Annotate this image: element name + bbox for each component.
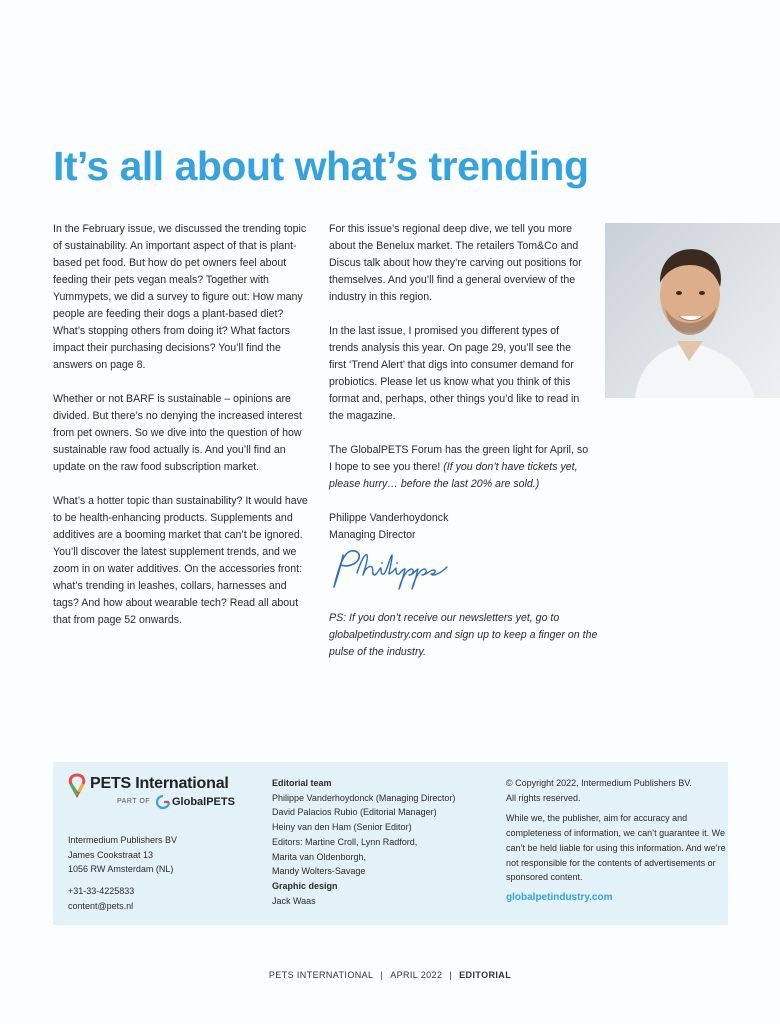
team-line: Heiny van den Ham (Senior Editor) bbox=[272, 822, 412, 833]
author-name: Philippe Vanderhoydonck bbox=[329, 512, 449, 524]
issue-date: APRIL 2022 bbox=[390, 970, 443, 980]
postscript: PS: If you don’t receive our newsletters yet, go to globalpetindustry.com and sign up to keep a finger on the pulse of the industry. bbox=[329, 612, 598, 658]
section-name: EDITORIAL bbox=[459, 970, 512, 980]
paragraph bbox=[329, 442, 591, 493]
paragraph: In the February issue, we discussed the trending topic of sustainability. An important aspect of that is plant-based pet food. But how do pet owners feel about feeding their pets vegan meals? Together with Yummypets, we did a survey to figure out: How many people are feeding their dogs a plant-based diet? What’s stopping others from doing it? What factors impact their purchasing decisions? You’ll find the answers on page 8. bbox=[53, 223, 307, 371]
magazine-name: PETS INTERNATIONAL bbox=[268, 970, 374, 980]
paragraph: For this issue’s regional deep dive, we tell you more about the Benelux market. The retailers Tom&Co and Discus talk about how they’re carving out positions for themselves. And you’ll find a general overview of the industry in this region. bbox=[329, 223, 582, 303]
paragraph-text: The GlobalPETS Forum has the green light for April, so I hope to see you there! bbox=[329, 444, 589, 473]
paragraph: Whether or not BARF is sustainable – opinions are divided. But there’s no denying the increased interest from pet owners. So we dive into the question of how sustainable raw food actually is. And you’ll find an update on the raw food subscription market. bbox=[53, 393, 302, 473]
designer-name: Jack Waas bbox=[272, 895, 316, 906]
editorial-column-left bbox=[53, 221, 315, 646]
portrait-photo bbox=[605, 223, 780, 398]
address-line: Intermedium Publishers BV bbox=[68, 835, 178, 845]
team-line: David Palacios Rubio (Editorial Manager) bbox=[272, 807, 437, 818]
graphic-design-heading: Graphic design bbox=[272, 880, 338, 891]
page-title: It’s all about what’s trending bbox=[53, 143, 589, 189]
page-footer bbox=[0, 970, 780, 980]
globalpets-logo: GlobalPETS bbox=[172, 796, 235, 808]
copyright-line: © Copyright 2022, Intermedium Publishers BV. bbox=[506, 778, 692, 788]
copyright-info bbox=[506, 776, 726, 906]
portrait-image bbox=[605, 223, 780, 398]
part-of-label: PART OF bbox=[117, 798, 151, 805]
editorial-team-heading: Editorial team bbox=[272, 778, 332, 788]
disclaimer: While we, the publisher, aim for accuracy and completeness of information, we can’t guarantee it. We can’t be held liable for using this information. And we’re not responsible for the contents of advertisements or sponsored content. bbox=[506, 813, 726, 883]
editorial-column-right bbox=[329, 221, 591, 544]
separator: | bbox=[449, 970, 453, 980]
pets-logo-icon bbox=[67, 773, 87, 799]
publisher-info bbox=[68, 833, 258, 914]
website-link[interactable]: globalpetindustry.com bbox=[506, 891, 613, 903]
paragraph: What’s a hotter topic than sustainability? It would have to be health-enhancing products. Supplements and additives are a booming market that can’t be ignored. You’ll discover the latest supplement trends, and we zoom in on water additives. On the accessories front: what’s trending in leashes, collars, harnesses and tags? And how about wearable tech? Read all about that from page 52 onwards. bbox=[53, 495, 308, 626]
team-line: Philippe Vanderhoydonck (Managing Director) bbox=[272, 792, 456, 803]
editorial-team-info bbox=[272, 776, 497, 908]
phone-number: +31-33-4225833 bbox=[68, 886, 135, 897]
team-line: Marita van Oldenborgh, bbox=[272, 851, 367, 862]
pets-international-logo: PETS International bbox=[90, 775, 229, 792]
paragraph-italic: (If you don’t have tickets yet, please hurry… before the last 20% are sold.) bbox=[329, 461, 578, 490]
paragraph: In the last issue, I promised you different types of trends analysis this year. On page 29, you’ll see the first ‘Trend Alert’ that digs into consumer demand for probiotics. Please let us know what you think of this format and, perhaps, other things you’d like to read in the magazine. bbox=[329, 325, 580, 422]
author-role: Managing Director bbox=[329, 529, 416, 541]
rights-line: All rights reserved. bbox=[506, 792, 581, 803]
address-line: James Cookstraat 13 bbox=[68, 849, 154, 860]
team-line: Mandy Wolters-Savage bbox=[272, 866, 366, 877]
globalpets-logo-icon bbox=[156, 795, 170, 809]
handwritten-signature bbox=[329, 543, 479, 593]
email-address[interactable]: content@pets.nl bbox=[68, 900, 134, 911]
separator: | bbox=[380, 970, 384, 980]
address-line: 1056 RW Amsterdam (NL) bbox=[68, 864, 174, 875]
team-line: Editors: Martine Croll, Lynn Radford, bbox=[272, 836, 418, 847]
